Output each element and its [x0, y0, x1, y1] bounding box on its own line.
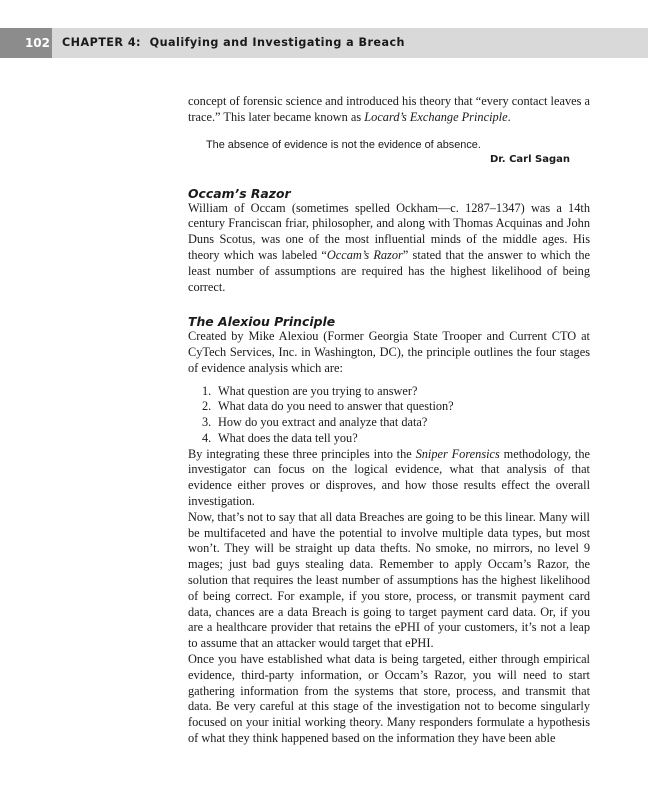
occam-text-end: ” stated that the answer to which the least number of assumptions are required has the highest likelihood of being correct.: [188, 247, 590, 294]
intro-paragraph: [188, 94, 590, 126]
intro-text: concept of forensic science and introduced his theory that “every contact leaves a trace.” This later became known as: [188, 94, 590, 124]
running-header: [0, 28, 648, 58]
locard-principle-term: Locard’s Exchange Principle: [364, 109, 508, 124]
chapter-title: CHAPTER 4: Qualifying and Investigating a Breach: [62, 36, 405, 49]
list-item: [202, 431, 590, 447]
occam-term: Occam’s Razor: [326, 247, 403, 262]
integration-text-end: methodology, the investigator can focus on the logical evidence, what that analysis of that evidence either proves or disproves, and how those results effect the overall investigation.: [188, 446, 590, 508]
list-item: [202, 415, 590, 431]
sniper-forensics-term: Sniper Forensics: [415, 446, 500, 461]
alexiou-heading: The Alexiou Principle: [188, 314, 336, 330]
list-item-text: What question are you trying to answer?: [218, 383, 418, 398]
list-item-number: 2.: [202, 399, 212, 414]
linear-paragraph: Now, that’s not to say that all data Breaches are going to be this linear. Many will be multifaceted and have the potential to involve multiple data types, but most won’t. They will be straight up data thefts. No smoke, no mirrors, no level 9 mages; just bad guys stealing data. Remember to apply Occam’s Razor, the solution that requires the least number of assumptions has the highest likelihood of being correct. For example, if you store, process, or transmit payment card data, chances are a data Breach is going to target payment card data. Or, if you are a healthcare provider that retains the ePHI of your customers, it’s not a leap to assume that an attacker would target that ePHI.: [188, 509, 590, 651]
list-item-number: 3.: [202, 415, 212, 430]
list-item-text: What data do you need to answer that question?: [218, 399, 454, 414]
integration-text: By integrating these three principles into the: [188, 446, 416, 461]
occam-paragraph: [188, 201, 590, 296]
list-item: [202, 399, 590, 415]
integration-paragraph: [188, 447, 590, 510]
page-body: [188, 94, 590, 747]
quote-author: Dr. Carl Sagan: [490, 153, 570, 165]
list-item: [202, 384, 590, 400]
epigraph-quote: The absence of evidence is not the evidence of absence.: [206, 138, 481, 151]
occam-text: William of Occam (sometimes spelled Ockham—c. 1287–1347) was a 14th century Franciscan friar, philosopher, and along with Thomas Acquinas and John Duns Scotus, was one of the most influential minds of the middle ages. His theory which was labeled “: [188, 200, 590, 262]
list-item-number: 4.: [202, 430, 212, 445]
list-item-text: How do you extract and analyze that data?: [218, 415, 428, 430]
list-item-text: What does the data tell you?: [218, 430, 358, 445]
established-paragraph: Once you have established what data is being targeted, either through empirical evidence, third-party information, or Occam’s Razor, you will need to start gathering information from the systems that store, process, and transmit that data. Be very careful at this stage of the investigation not to become singularly focused on your initial working theory. Many responders formulate a hypothesis of what they think happened based on the information they have been able: [188, 651, 590, 745]
alexiou-steps-list: [188, 384, 590, 447]
occam-heading: Occam’s Razor: [188, 185, 291, 201]
page-number: 102: [0, 28, 52, 58]
intro-text-end: .: [507, 109, 511, 124]
alexiou-paragraph: Created by Mike Alexiou (Former Georgia State Trooper and Current CTO at CyTech Services, Inc. in Washington, DC), the principle outlines the four stages of evidence analysis which are:: [188, 329, 590, 375]
list-item-number: 1.: [202, 383, 212, 398]
